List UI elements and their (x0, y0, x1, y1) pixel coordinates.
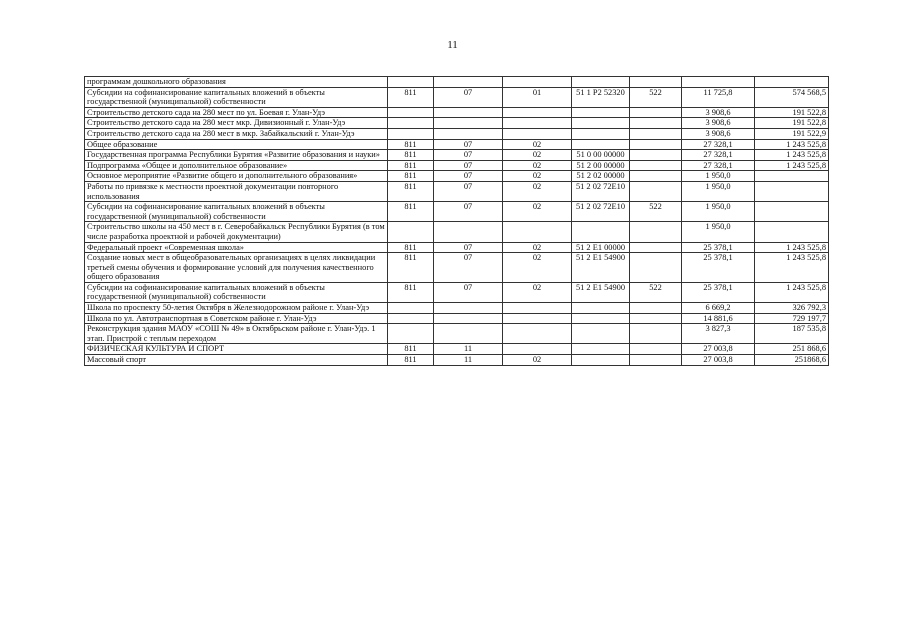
table-row (85, 107, 829, 118)
subsection-code-cell: 02 (503, 160, 572, 171)
subsection-code-cell (503, 107, 572, 118)
expense-type-cell (630, 171, 682, 182)
row-name-cell: Федеральный проект «Современная школа» (85, 242, 388, 253)
subsection-code-cell (503, 344, 572, 355)
section-code-cell: 07 (434, 242, 503, 253)
target-article-cell: 51 2 02 00000 (572, 171, 630, 182)
target-article-cell: 51 2 Е1 54900 (572, 282, 630, 302)
subsection-code-cell (503, 324, 572, 344)
subsection-code-cell (503, 118, 572, 129)
amount-year1-cell: 27 003,8 (682, 344, 755, 355)
table-row (85, 77, 829, 88)
row-name-cell: ФИЗИЧЕСКАЯ КУЛЬТУРА И СПОРТ (85, 344, 388, 355)
amount-year2-cell: 191 522,9 (755, 128, 829, 139)
amount-year1-cell: 3 908,6 (682, 107, 755, 118)
row-name-cell: Работы по привязке к местности проектной документации повторного использования (85, 181, 388, 201)
section-code-cell: 07 (434, 253, 503, 283)
ministry-code-cell: 811 (388, 181, 434, 201)
section-code-cell: 07 (434, 181, 503, 201)
row-name-cell: Строительство детского сада на 280 мест мкр. Дивизионный г. Улан-Удэ (85, 118, 388, 129)
table-row (85, 181, 829, 201)
amount-year1-cell: 27 328,1 (682, 139, 755, 150)
amount-year1-cell: 1 950,0 (682, 202, 755, 222)
target-article-cell (572, 313, 630, 324)
section-code-cell: 07 (434, 87, 503, 107)
ministry-code-cell: 811 (388, 282, 434, 302)
ministry-code-cell: 811 (388, 355, 434, 366)
ministry-code-cell: 811 (388, 202, 434, 222)
expense-type-cell (630, 303, 682, 314)
ministry-code-cell: 811 (388, 344, 434, 355)
amount-year2-cell: 1 243 525,8 (755, 150, 829, 161)
amount-year2-cell: 326 792,3 (755, 303, 829, 314)
amount-year1-cell: 3 908,6 (682, 128, 755, 139)
ministry-code-cell (388, 107, 434, 118)
amount-year2-cell: 729 197,7 (755, 313, 829, 324)
expense-type-cell (630, 253, 682, 283)
table-row (85, 150, 829, 161)
section-code-cell (434, 107, 503, 118)
section-code-cell: 11 (434, 344, 503, 355)
expense-type-cell (630, 242, 682, 253)
subsection-code-cell: 02 (503, 253, 572, 283)
expense-type-cell (630, 324, 682, 344)
target-article-cell: 51 0 00 00000 (572, 150, 630, 161)
target-article-cell (572, 324, 630, 344)
amount-year2-cell (755, 171, 829, 182)
amount-year2-cell: 1 243 525,8 (755, 282, 829, 302)
amount-year2-cell: 574 568,5 (755, 87, 829, 107)
section-code-cell (434, 313, 503, 324)
table-row (85, 355, 829, 366)
amount-year2-cell: 191 522,8 (755, 107, 829, 118)
ministry-code-cell: 811 (388, 160, 434, 171)
ministry-code-cell (388, 118, 434, 129)
ministry-code-cell (388, 222, 434, 242)
expense-type-cell (630, 77, 682, 88)
target-article-cell (572, 303, 630, 314)
subsection-code-cell: 02 (503, 171, 572, 182)
amount-year2-cell: 1 243 525,8 (755, 139, 829, 150)
amount-year1-cell: 27 328,1 (682, 160, 755, 171)
expense-type-cell (630, 222, 682, 242)
target-article-cell (572, 344, 630, 355)
amount-year1-cell: 1 950,0 (682, 181, 755, 201)
expense-type-cell (630, 355, 682, 366)
ministry-code-cell (388, 128, 434, 139)
section-code-cell (434, 77, 503, 88)
amount-year1-cell: 11 725,8 (682, 87, 755, 107)
expense-type-cell (630, 313, 682, 324)
amount-year2-cell: 1 243 525,8 (755, 253, 829, 283)
amount-year1-cell: 25 378,1 (682, 253, 755, 283)
amount-year1-cell: 27 003,8 (682, 355, 755, 366)
expense-type-cell (630, 139, 682, 150)
table-row (85, 344, 829, 355)
expense-type-cell (630, 107, 682, 118)
subsection-code-cell (503, 313, 572, 324)
expense-type-cell: 522 (630, 87, 682, 107)
subsection-code-cell (503, 303, 572, 314)
table-row (85, 303, 829, 314)
amount-year2-cell: 191 522,8 (755, 118, 829, 129)
section-code-cell: 07 (434, 202, 503, 222)
table-row (85, 118, 829, 129)
row-name-cell: Массовый спорт (85, 355, 388, 366)
target-article-cell: 51 2 02 72Е10 (572, 181, 630, 201)
target-article-cell (572, 139, 630, 150)
amount-year1-cell (682, 77, 755, 88)
amount-year2-cell: 1 243 525,8 (755, 242, 829, 253)
row-name-cell: Подпрограмма «Общее и дополнительное образование» (85, 160, 388, 171)
row-name-cell: Строительство детского сада на 280 мест в мкр. Забайкальский г. Улан-Удэ (85, 128, 388, 139)
table-row (85, 242, 829, 253)
table-row (85, 253, 829, 283)
target-article-cell: 51 1 Р2 52320 (572, 87, 630, 107)
expense-type-cell (630, 181, 682, 201)
table-body (85, 77, 829, 366)
subsection-code-cell: 01 (503, 87, 572, 107)
amount-year2-cell: 251868,6 (755, 355, 829, 366)
expense-type-cell (630, 160, 682, 171)
section-code-cell: 11 (434, 355, 503, 366)
row-name-cell: Государственная программа Республики Бурятия «Развитие образования и науки» (85, 150, 388, 161)
amount-year1-cell: 25 378,1 (682, 242, 755, 253)
row-name-cell: Реконструкция здания МАОУ «СОШ № 49» в Октябрьском районе г. Улан-Удэ. 1 этап. Пристрой с теплым переходом (85, 324, 388, 344)
table-row (85, 202, 829, 222)
ministry-code-cell: 811 (388, 253, 434, 283)
ministry-code-cell (388, 313, 434, 324)
target-article-cell (572, 107, 630, 118)
amount-year2-cell (755, 77, 829, 88)
amount-year1-cell: 27 328,1 (682, 150, 755, 161)
section-code-cell: 07 (434, 171, 503, 182)
table-row (85, 139, 829, 150)
ministry-code-cell: 811 (388, 87, 434, 107)
subsection-code-cell: 02 (503, 139, 572, 150)
section-code-cell: 07 (434, 282, 503, 302)
ministry-code-cell (388, 324, 434, 344)
amount-year1-cell: 25 378,1 (682, 282, 755, 302)
amount-year1-cell: 3 827,3 (682, 324, 755, 344)
table-row (85, 128, 829, 139)
ministry-code-cell (388, 77, 434, 88)
target-article-cell (572, 355, 630, 366)
ministry-code-cell: 811 (388, 150, 434, 161)
ministry-code-cell: 811 (388, 171, 434, 182)
target-article-cell: 51 2 00 00000 (572, 160, 630, 171)
target-article-cell (572, 118, 630, 129)
table-row (85, 171, 829, 182)
table-row (85, 160, 829, 171)
subsection-code-cell: 02 (503, 242, 572, 253)
section-code-cell: 07 (434, 160, 503, 171)
subsection-code-cell (503, 77, 572, 88)
target-article-cell (572, 222, 630, 242)
subsection-code-cell (503, 222, 572, 242)
expense-type-cell (630, 128, 682, 139)
section-code-cell: 07 (434, 150, 503, 161)
target-article-cell (572, 128, 630, 139)
section-code-cell (434, 222, 503, 242)
amount-year2-cell: 251 868,6 (755, 344, 829, 355)
subsection-code-cell: 02 (503, 202, 572, 222)
table-row (85, 282, 829, 302)
row-name-cell: Строительство детского сада на 280 мест по ул. Боевая г. Улан-Удэ (85, 107, 388, 118)
section-code-cell: 07 (434, 139, 503, 150)
amount-year1-cell: 1 950,0 (682, 222, 755, 242)
budget-table (84, 76, 829, 366)
table-row (85, 222, 829, 242)
ministry-code-cell: 811 (388, 242, 434, 253)
section-code-cell (434, 324, 503, 344)
target-article-cell: 51 2 Е1 00000 (572, 242, 630, 253)
table-row (85, 313, 829, 324)
amount-year2-cell (755, 222, 829, 242)
expense-type-cell (630, 344, 682, 355)
row-name-cell: Общее образование (85, 139, 388, 150)
row-name-cell: Субсидии на софинансирование капитальных вложений в объекты государственной (муниципальной) собственности (85, 202, 388, 222)
row-name-cell: Основное мероприятие «Развитие общего и дополнительного образования» (85, 171, 388, 182)
amount-year2-cell: 1 243 525,8 (755, 160, 829, 171)
row-name-cell: Школа по проспекту 50-летия Октября в Железнодорожном районе г. Улан-Удэ (85, 303, 388, 314)
target-article-cell: 51 2 02 72Е10 (572, 202, 630, 222)
target-article-cell: 51 2 Е1 54900 (572, 253, 630, 283)
table-row (85, 87, 829, 107)
row-name-cell: Субсидии на софинансирование капитальных вложений в объекты государственной (муниципальной) собственности (85, 282, 388, 302)
ministry-code-cell (388, 303, 434, 314)
amount-year1-cell: 1 950,0 (682, 171, 755, 182)
subsection-code-cell (503, 128, 572, 139)
row-name-cell: Создание новых мест в общеобразовательных организациях в целях ликвидации третьей смены обучения и формирование условий для получения качественного общего образования (85, 253, 388, 283)
amount-year1-cell: 14 881,6 (682, 313, 755, 324)
subsection-code-cell: 02 (503, 282, 572, 302)
subsection-code-cell: 02 (503, 181, 572, 201)
expense-type-cell: 522 (630, 202, 682, 222)
page-number: 11 (447, 39, 458, 51)
expense-type-cell: 522 (630, 282, 682, 302)
row-name-cell: Субсидии на софинансирование капитальных вложений в объекты государственной (муниципальной) собственности (85, 87, 388, 107)
subsection-code-cell: 02 (503, 355, 572, 366)
subsection-code-cell: 02 (503, 150, 572, 161)
amount-year2-cell (755, 202, 829, 222)
row-name-cell: Школа по ул. Автотранспортная в Советском районе г. Улан-Удэ (85, 313, 388, 324)
amount-year1-cell: 3 908,6 (682, 118, 755, 129)
ministry-code-cell: 811 (388, 139, 434, 150)
amount-year2-cell (755, 181, 829, 201)
amount-year2-cell: 187 535,8 (755, 324, 829, 344)
target-article-cell (572, 77, 630, 88)
row-name-cell: Строительство школы на 450 мест в г. Северобайкальск Республики Бурятия (в том числе разработка проектной и рабочей документации) (85, 222, 388, 242)
expense-type-cell (630, 118, 682, 129)
amount-year1-cell: 6 669,2 (682, 303, 755, 314)
table-row (85, 324, 829, 344)
section-code-cell (434, 128, 503, 139)
row-name-cell: программам дошкольного образования (85, 77, 388, 88)
expense-type-cell (630, 150, 682, 161)
section-code-cell (434, 303, 503, 314)
section-code-cell (434, 118, 503, 129)
